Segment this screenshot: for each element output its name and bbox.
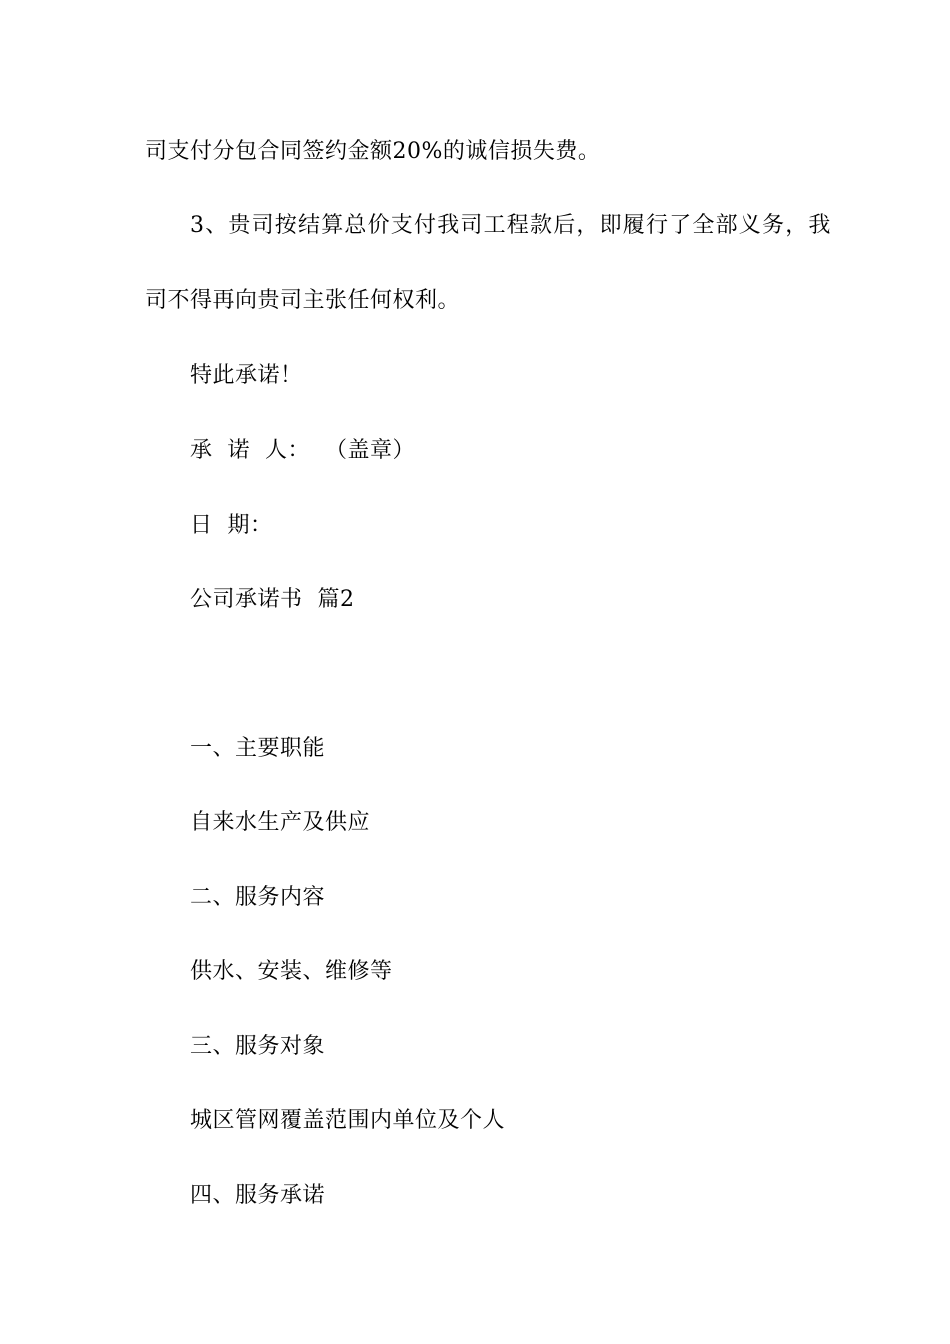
heading-service-commitment: 四、服务承诺	[190, 1183, 326, 1208]
heading-service-content: 二、服务内容	[190, 885, 326, 910]
paragraph-item-3-continuation: 司不得再向贵司主张任何权利。	[145, 288, 461, 313]
heading-main-functions: 一、主要职能	[190, 736, 326, 761]
signatory-line: 承 诺 人： （盖章）	[190, 438, 415, 463]
closing-statement: 特此承诺！	[190, 363, 303, 388]
service-content-text: 供水、安装、维修等	[190, 959, 393, 984]
date-line: 日 期：	[190, 513, 273, 538]
section-title: 公司承诺书 篇2	[190, 587, 355, 612]
service-targets-text: 城区管网覆盖范围内单位及个人	[190, 1108, 506, 1133]
main-functions-text: 自来水生产及供应	[190, 810, 371, 835]
paragraph-item-3: 3、贵司按结算总价支付我司工程款后，即履行了全部义务，我	[190, 213, 832, 238]
heading-service-targets: 三、服务对象	[190, 1034, 326, 1059]
paragraph-continuation: 司支付分包合同签约金额20%的诚信损失费。	[145, 139, 601, 164]
